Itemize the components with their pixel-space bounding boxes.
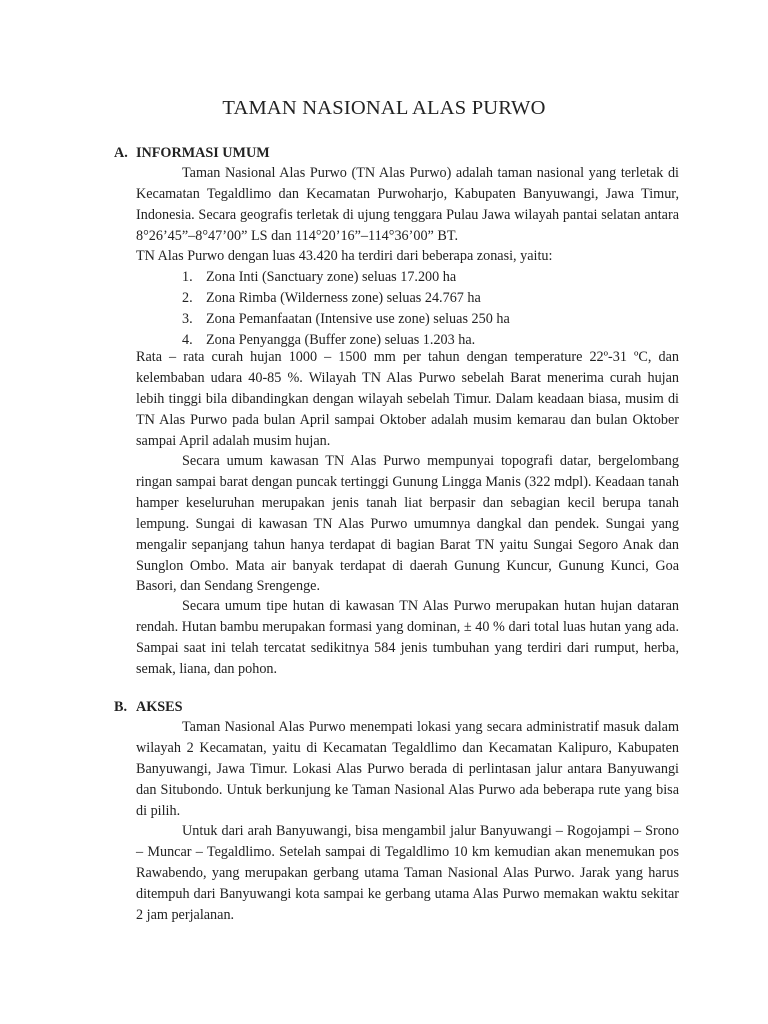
section-a-letter: A. xyxy=(114,145,128,161)
section-a-paragraph-2: TN Alas Purwo dengan luas 43.420 ha terdiri dari beberapa zonasi, yaitu: xyxy=(136,248,553,264)
zone-text: Zona Pemanfaatan (Intensive use zone) seluas 250 ha xyxy=(206,310,510,327)
zone-number: 3. xyxy=(182,310,193,327)
zone-text: Zona Inti (Sanctuary zone) seluas 17.200 ha xyxy=(206,269,457,285)
section-b-title: AKSES xyxy=(136,699,183,715)
section-a-paragraph-1: Taman Nasional Alas Purwo (TN Alas Purwo) adalah taman nasional yang terletak di Kecamatan Tegaldlimo dan Kecamatan Purwoharjo, Kabupaten Banyuwangi, Jawa Timur, Indonesia. Secara geografis terletak di ujung tenggara Pulau Jawa wilayah pantai selatan antara 8°26’45”–8°47’00” LS dan 114°20’16”–114°36’00” BT. xyxy=(136,165,679,244)
section-a-paragraph-4: Secara umum kawasan TN Alas Purwo mempunyai topografi datar, bergelombang ringan sampai barat dengan puncak tertinggi Gunung Lingga Manis (322 mdpl). Keadaan tanah hamper keseluruhan merupakan jenis tanah liat berpasir dan sebagian kecil berupa tanah lempung. Sungai di kawasan TN Alas Purwo umumnya dangkal dan pendek. Sungai yang mengalir sepanjang tahun hanya terdapat di bagian Barat TN yaitu Sungai Segoro Anak dan Sunglon Ombo. Mata air banyak terdapat di daerah Gunung Kuncur, Gunung Kunci, Goa Basori, dan Sendang Srengenge. xyxy=(136,453,679,595)
zone-number: 4. xyxy=(182,331,193,348)
zone-number: 2. xyxy=(182,289,193,306)
section-b-letter: B. xyxy=(114,699,128,715)
section-b-paragraph-1: Taman Nasional Alas Purwo menempati lokasi yang secara administratif masuk dalam wilayah 2 Kecamatan, yaitu di Kecamatan Tegaldlimo dan Kecamatan Kalipuro, Kabupaten Banyuwangi, Jawa Timur. Lokasi Alas Purwo berada di perlintasan jalur antara Banyuwangi dan Situbondo. Untuk berkunjung ke Taman Nasional Alas Purwo ada beberapa rute yang bisa di pilih. xyxy=(136,719,679,819)
zone-text: Zona Rimba (Wilderness zone) seluas 24.767 ha xyxy=(206,289,481,306)
section-a-title: INFORMASI UMUM xyxy=(136,145,270,161)
zone-list-item xyxy=(182,309,510,330)
zone-list xyxy=(182,267,510,351)
section-a-paragraph-3: Rata – rata curah hujan 1000 – 1500 mm per tahun dengan temperature 22º-31 ºC, dan kelembaban udara 40-85 %. Wilayah TN Alas Purwo sebelah Barat menerima curah hujan lebih tinggi bila dibandingkan dengan wilayah sebelah Timur. Dalam keadaan biasa, musim di TN Alas Purwo pada bulan April sampai Oktober adalah musim kemarau dan bulan Oktober sampai April adalah musim hujan. xyxy=(136,349,679,449)
section-b-heading xyxy=(114,697,183,717)
section-a-paragraph-5: Secara umum tipe hutan di kawasan TN Alas Purwo merupakan hutan hujan dataran rendah. Hutan bambu merupakan formasi yang dominan, ± 40 % dari total luas hutan yang ada. Sampai saat ini telah tercatat sedikitnya 584 jenis tumbuhan yang terdiri dari rumput, herba, semak, liana, dan pohon. xyxy=(136,598,679,677)
zone-list-item xyxy=(182,288,510,309)
zone-list-item xyxy=(182,267,510,288)
zone-text: Zona Penyangga (Buffer zone) seluas 1.203 ha. xyxy=(206,331,476,348)
section-b-paragraph-2: Untuk dari arah Banyuwangi, bisa mengambil jalur Banyuwangi – Rogojampi – Srono – Muncar – Tegaldlimo. Setelah sampai di Tegaldlimo 10 km kemudian akan menemukan pos Rawabendo, yang merupakan gerbang utama Taman Nasional Alas Purwo. Jarak yang harus ditempuh dari Banyuwangi kota sampai ke gerbang utama Alas Purwo memakan waktu sekitar 2 jam perjalanan. xyxy=(136,823,679,923)
zone-number: 1. xyxy=(182,269,193,285)
section-a-heading xyxy=(114,143,270,163)
document-title: TAMAN NASIONAL ALAS PURWO xyxy=(222,97,546,119)
